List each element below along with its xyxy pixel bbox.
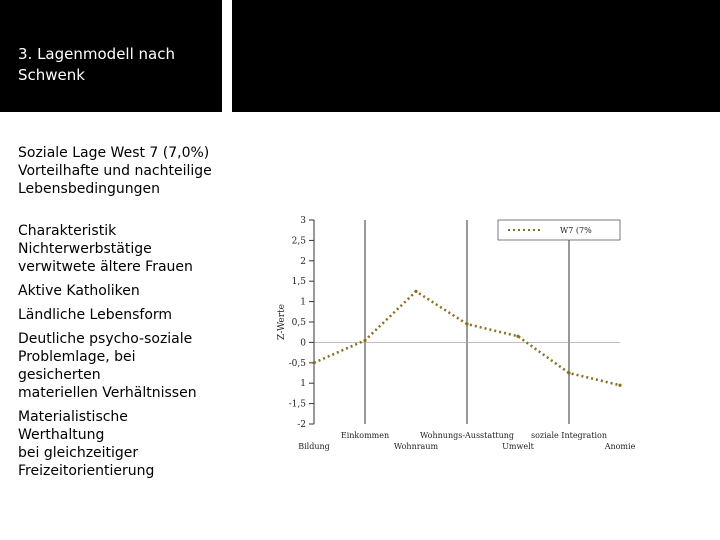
- subtitle-line3: Lebensbedingungen: [18, 181, 160, 197]
- x-tick-label: Umwelt: [502, 442, 534, 451]
- list-item: Charakteristik: [18, 223, 117, 239]
- data-point: [414, 290, 417, 293]
- slide-title-line1: 3. Lagenmodell nach: [18, 45, 175, 63]
- header-divider: [222, 0, 232, 112]
- characteristics-list: [18, 222, 218, 486]
- legend-box: [498, 220, 620, 240]
- slide-subtitle: [18, 144, 278, 198]
- list-item: Freizeitorientierung: [18, 463, 155, 479]
- list-item: bei gleichzeitiger: [18, 445, 139, 461]
- x-tick-label: soziale Integration: [530, 431, 608, 440]
- x-tick-label: Wohnungs-Ausstattung: [419, 431, 515, 440]
- z-value-line-chart: [270, 210, 636, 460]
- list-item: materiellen Verhältnissen: [18, 385, 197, 401]
- x-tick-label: Anomie: [604, 442, 636, 451]
- subtitle-line2: Vorteilhafte und nachteilige: [18, 163, 212, 179]
- data-point: [465, 322, 468, 325]
- x-tick-label: Wohnraum: [393, 442, 439, 451]
- y-tick-label: -1,5: [288, 399, 306, 410]
- legend-label: W7 (7%: [560, 226, 592, 235]
- y-tick-label: 1,5: [291, 277, 306, 288]
- data-point: [312, 361, 315, 364]
- y-tick-label: -2: [297, 420, 306, 430]
- y-tick-label: 2,5: [291, 236, 306, 247]
- data-point: [363, 339, 366, 342]
- list-item: Aktive Katholiken: [18, 283, 140, 299]
- slide-content: [0, 112, 720, 540]
- x-tick-label: Einkommen: [340, 431, 390, 440]
- list-item: Problemlage, bei gesicherten: [18, 349, 136, 383]
- y-tick-label: 2: [300, 256, 306, 267]
- y-tick-label: 0,5: [291, 318, 306, 328]
- y-tick-label: 3: [300, 216, 306, 226]
- data-point: [618, 384, 621, 387]
- slide-title: [18, 44, 175, 86]
- list-item: Ländliche Lebensform: [18, 307, 173, 323]
- y-tick-label: 1: [300, 297, 306, 308]
- y-tick-label: -0,5: [288, 358, 306, 369]
- y-tick-label: 1: [300, 379, 306, 390]
- list-item: verwitwete ältere Frauen: [18, 259, 193, 275]
- data-point: [516, 335, 519, 338]
- y-tick-label: 0: [300, 338, 306, 349]
- list-item: Nichterwerbstätige: [18, 241, 152, 257]
- data-point: [567, 371, 570, 374]
- list-item: Materialistische Werthaltung: [18, 409, 128, 443]
- y-axis-title: Z-Werte: [277, 304, 287, 340]
- subtitle-line1: Soziale Lage West 7 (7,0%): [18, 145, 210, 161]
- x-tick-label: Bildung: [298, 442, 330, 451]
- header-panel: [232, 0, 720, 112]
- slide-title-line2: Schwenk: [18, 66, 85, 84]
- list-item: Deutliche psycho-soziale: [18, 331, 193, 347]
